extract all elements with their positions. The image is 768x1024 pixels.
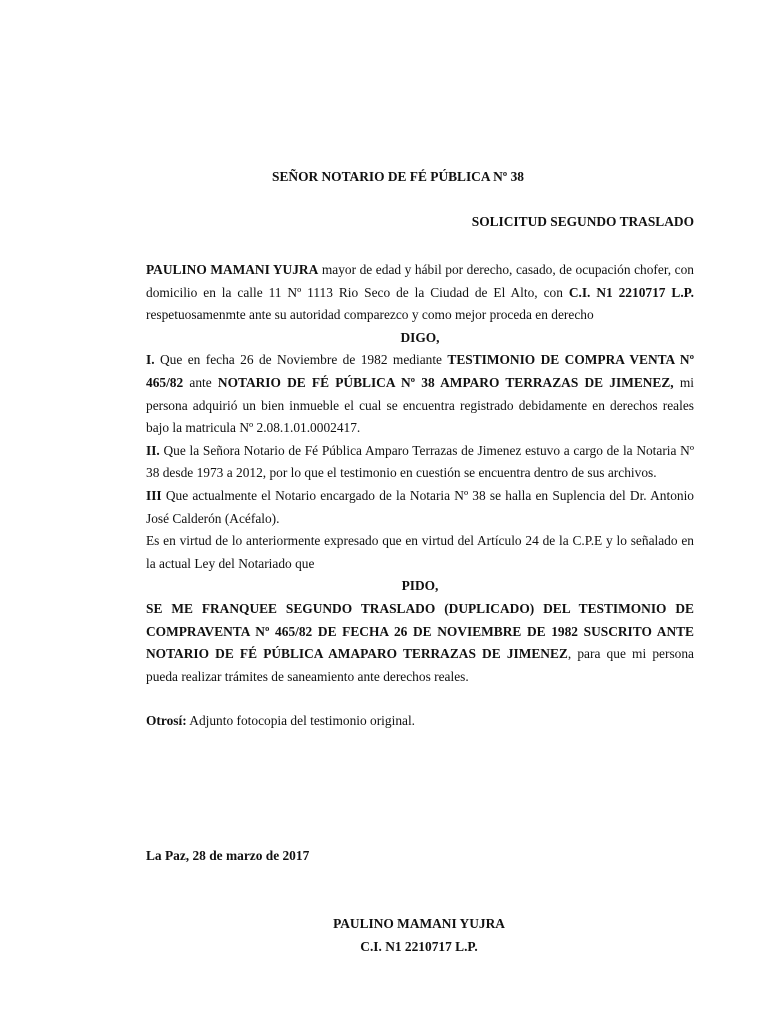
closing-paragraph: Es en virtud de lo anteriormente expresado que en virtud del Artículo 24 de la C.P.E y lo señalado en la actual Ley del Notariado que <box>146 533 694 571</box>
pido-heading: PIDO, <box>401 578 439 594</box>
point-2-text: Que la Señora Notario de Fé Pública Amparo Terrazas de Jimenez estuvo a cargo de la Notaria Nº 38 desde 1973 a 2012, por lo que el testimonio en cuestión se encuentra dentro de sus archivos. <box>146 442 694 481</box>
point-1-number: I. <box>146 352 155 368</box>
otrosi-paragraph <box>146 710 694 733</box>
document-subject: SOLICITUD SEGUNDO TRASLADO <box>471 214 694 229</box>
document-body <box>146 259 694 733</box>
point-1-text-3: mi persona adquirió un bien inmueble el cual se encuentra registrado debidamente en derechos reales bajo la matricula Nº 2.08.1.01.0002417. <box>146 374 694 436</box>
point-1-text-2: ante <box>183 374 218 390</box>
point-1-bold-1: TESTIMONIO DE COMPRA VENTA Nº 465/82 <box>146 352 694 390</box>
signature-name: PAULINO MAMANI YUJRA <box>333 916 505 931</box>
point-3-paragraph <box>146 485 694 530</box>
intro-text-1: mayor de edad y hábil por derecho, casado, de ocupación chofer, con domicilio en la calle 11 Nº 1113 Rio Seco de la Ciudad de El Alto, con <box>146 262 694 300</box>
petitioner-ci: C.I. N1 2210717 L.P. <box>568 284 694 300</box>
point-3-number: III <box>146 487 162 503</box>
point-3-text: Que actualmente el Notario encargado de la Notaria Nº 38 se halla en Suplencia del Dr. Antonio José Calderón (Acéfalo). <box>146 487 694 526</box>
signature-ci: C.I. N1 2210717 L.P. <box>360 939 478 954</box>
request-text: , para que mi persona pueda realizar trámites de saneamiento ante derechos reales. <box>146 646 694 684</box>
intro-text-2: respetuosamenmte ante su autoridad comparezco y como mejor proceda en derecho <box>146 307 594 323</box>
point-1-text-1: Que en fecha 26 de Noviembre de 1982 mediante <box>154 352 448 368</box>
petitioner-name: PAULINO MAMANI YUJRA <box>146 262 319 277</box>
point-2-paragraph <box>146 440 694 485</box>
digo-heading: DIGO, <box>400 329 440 345</box>
point-2-number: II. <box>146 442 160 458</box>
point-1-bold-2: NOTARIO DE FÉ PÚBLICA Nº 38 AMPARO TERRAZAS DE JIMENEZ, <box>217 374 674 390</box>
document-title: SEÑOR NOTARIO DE FÉ PÚBLICA Nº 38 <box>272 169 524 184</box>
otrosi-label: Otrosí: <box>146 713 187 729</box>
spacer <box>146 688 694 710</box>
otrosi-text: Adjunto fotocopia del testimonio original. <box>186 713 416 729</box>
request-bold: SE ME FRANQUEE SEGUNDO TRASLADO (DUPLICADO) DEL TESTIMONIO DE COMPRAVENTA Nº 465/82 DE FECHA 26 DE NOVIEMBRE DE 1982 SUSCRITO ANTE NOTARIO DE FÉ PÚBLICA AMAPARO TERRAZAS DE JIMENEZ <box>146 600 694 662</box>
document-date: La Paz, 28 de marzo de 2017 <box>146 848 310 863</box>
intro-paragraph <box>146 259 694 327</box>
point-1-paragraph <box>146 349 694 439</box>
request-paragraph <box>146 598 694 688</box>
